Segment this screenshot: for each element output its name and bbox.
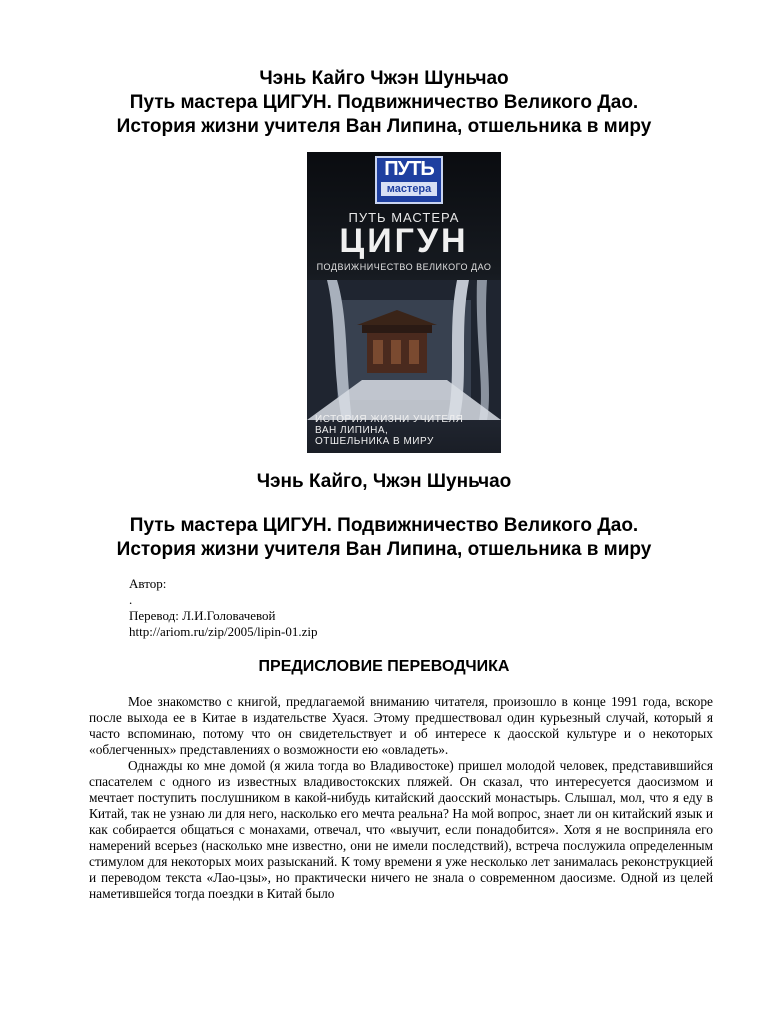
cover-line-1: ПУТЬ МАСТЕРА	[348, 210, 460, 225]
author-label: Автор:	[129, 576, 167, 591]
body-text	[89, 694, 713, 902]
section-heading: ПРЕДИСЛОВИЕ ПЕРЕВОДЧИКА	[258, 658, 510, 675]
book-title-heading	[0, 514, 768, 562]
cover-bottom-line: ИСТОРИЯ ЖИЗНИ УЧИТЕЛЯ	[315, 414, 464, 425]
paragraph: Однажды ко мне домой (я жила тогда во Владивостоке) пришел молодой человек, представившийся спасателем с одного из известных владивостокских пляжей. Он сказал, что интересуется даосизмом и мечтает поступить послушником в какой-нибудь китайский даосский монастырь. Слышал, мол, что я еду в Китай, так не узнаю ли для него, насколько его мечта реальна? На мой вопрос, знает ли он китайский язык и как собирается общаться с монахами, отвечал, что «выучит, если понадобится». Хотя я не восприняла его намерений всерьез (насколько мне известно, они не имели последствий), встреча послужила определенным стимулом для некоторых моих разысканий. К тому времени я уже несколько лет занималась реконструкцией и переводом текста «Лао-цзы», но практически ничего не знала о современном даосизме. Одной из целей наметившейся тогда поездки в Китай было	[89, 758, 713, 901]
paragraph: Мое знакомство с книгой, предлагаемой вниманию читателя, произошло в конце 1991 года, вскоре после выхода ее в Китае в издательстве Хуася. Этому предшествовал один курьезный случай, который я часто вспоминаю, потому что он свидетельствует и об интересе к даосской культуре и о некоторых «облегченных» представлениях о возможности ею «овладеть».	[89, 694, 713, 757]
source-link[interactable]: http://ariom.ru/zip/2005/lipin-01.zip	[129, 624, 318, 639]
title-line: Чэнь Кайго Чжэн Шуньчао	[259, 68, 509, 89]
cover-subtitle: ПОДВИЖНИЧЕСТВО ВЕЛИКОГО ДАО	[316, 262, 492, 272]
cover-bottom-line: ВАН ЛИПИНА,	[315, 425, 389, 436]
document-title	[0, 67, 768, 139]
cover-illustration	[307, 280, 501, 420]
book-title-line: История жизни учителя Ван Липина, отшельника в миру	[116, 539, 652, 560]
authors-heading: Чэнь Кайго, Чжэн Шуньчао	[256, 471, 512, 492]
title-line: Путь мастера ЦИГУН. Подвижничество Великого Дао.	[129, 92, 639, 113]
series-badge-bottom: мастера	[381, 182, 437, 196]
cover-bottom-text	[315, 414, 495, 447]
translation-credit: Перевод: Л.И.Головачевой	[129, 608, 276, 623]
cover-bottom-line: ОТШЕЛЬНИКА В МИРУ	[315, 436, 434, 447]
title-line: История жизни учителя Ван Липина, отшельника в миру	[116, 116, 652, 137]
book-cover-image	[307, 152, 501, 453]
series-badge	[375, 156, 443, 204]
cover-big-title: ЦИГУН	[339, 222, 469, 260]
series-badge-top: ПУТЬ	[384, 158, 434, 180]
author-value: .	[129, 592, 133, 607]
book-metadata	[129, 576, 317, 640]
book-title-line: Путь мастера ЦИГУН. Подвижничество Великого Дао.	[129, 515, 639, 536]
